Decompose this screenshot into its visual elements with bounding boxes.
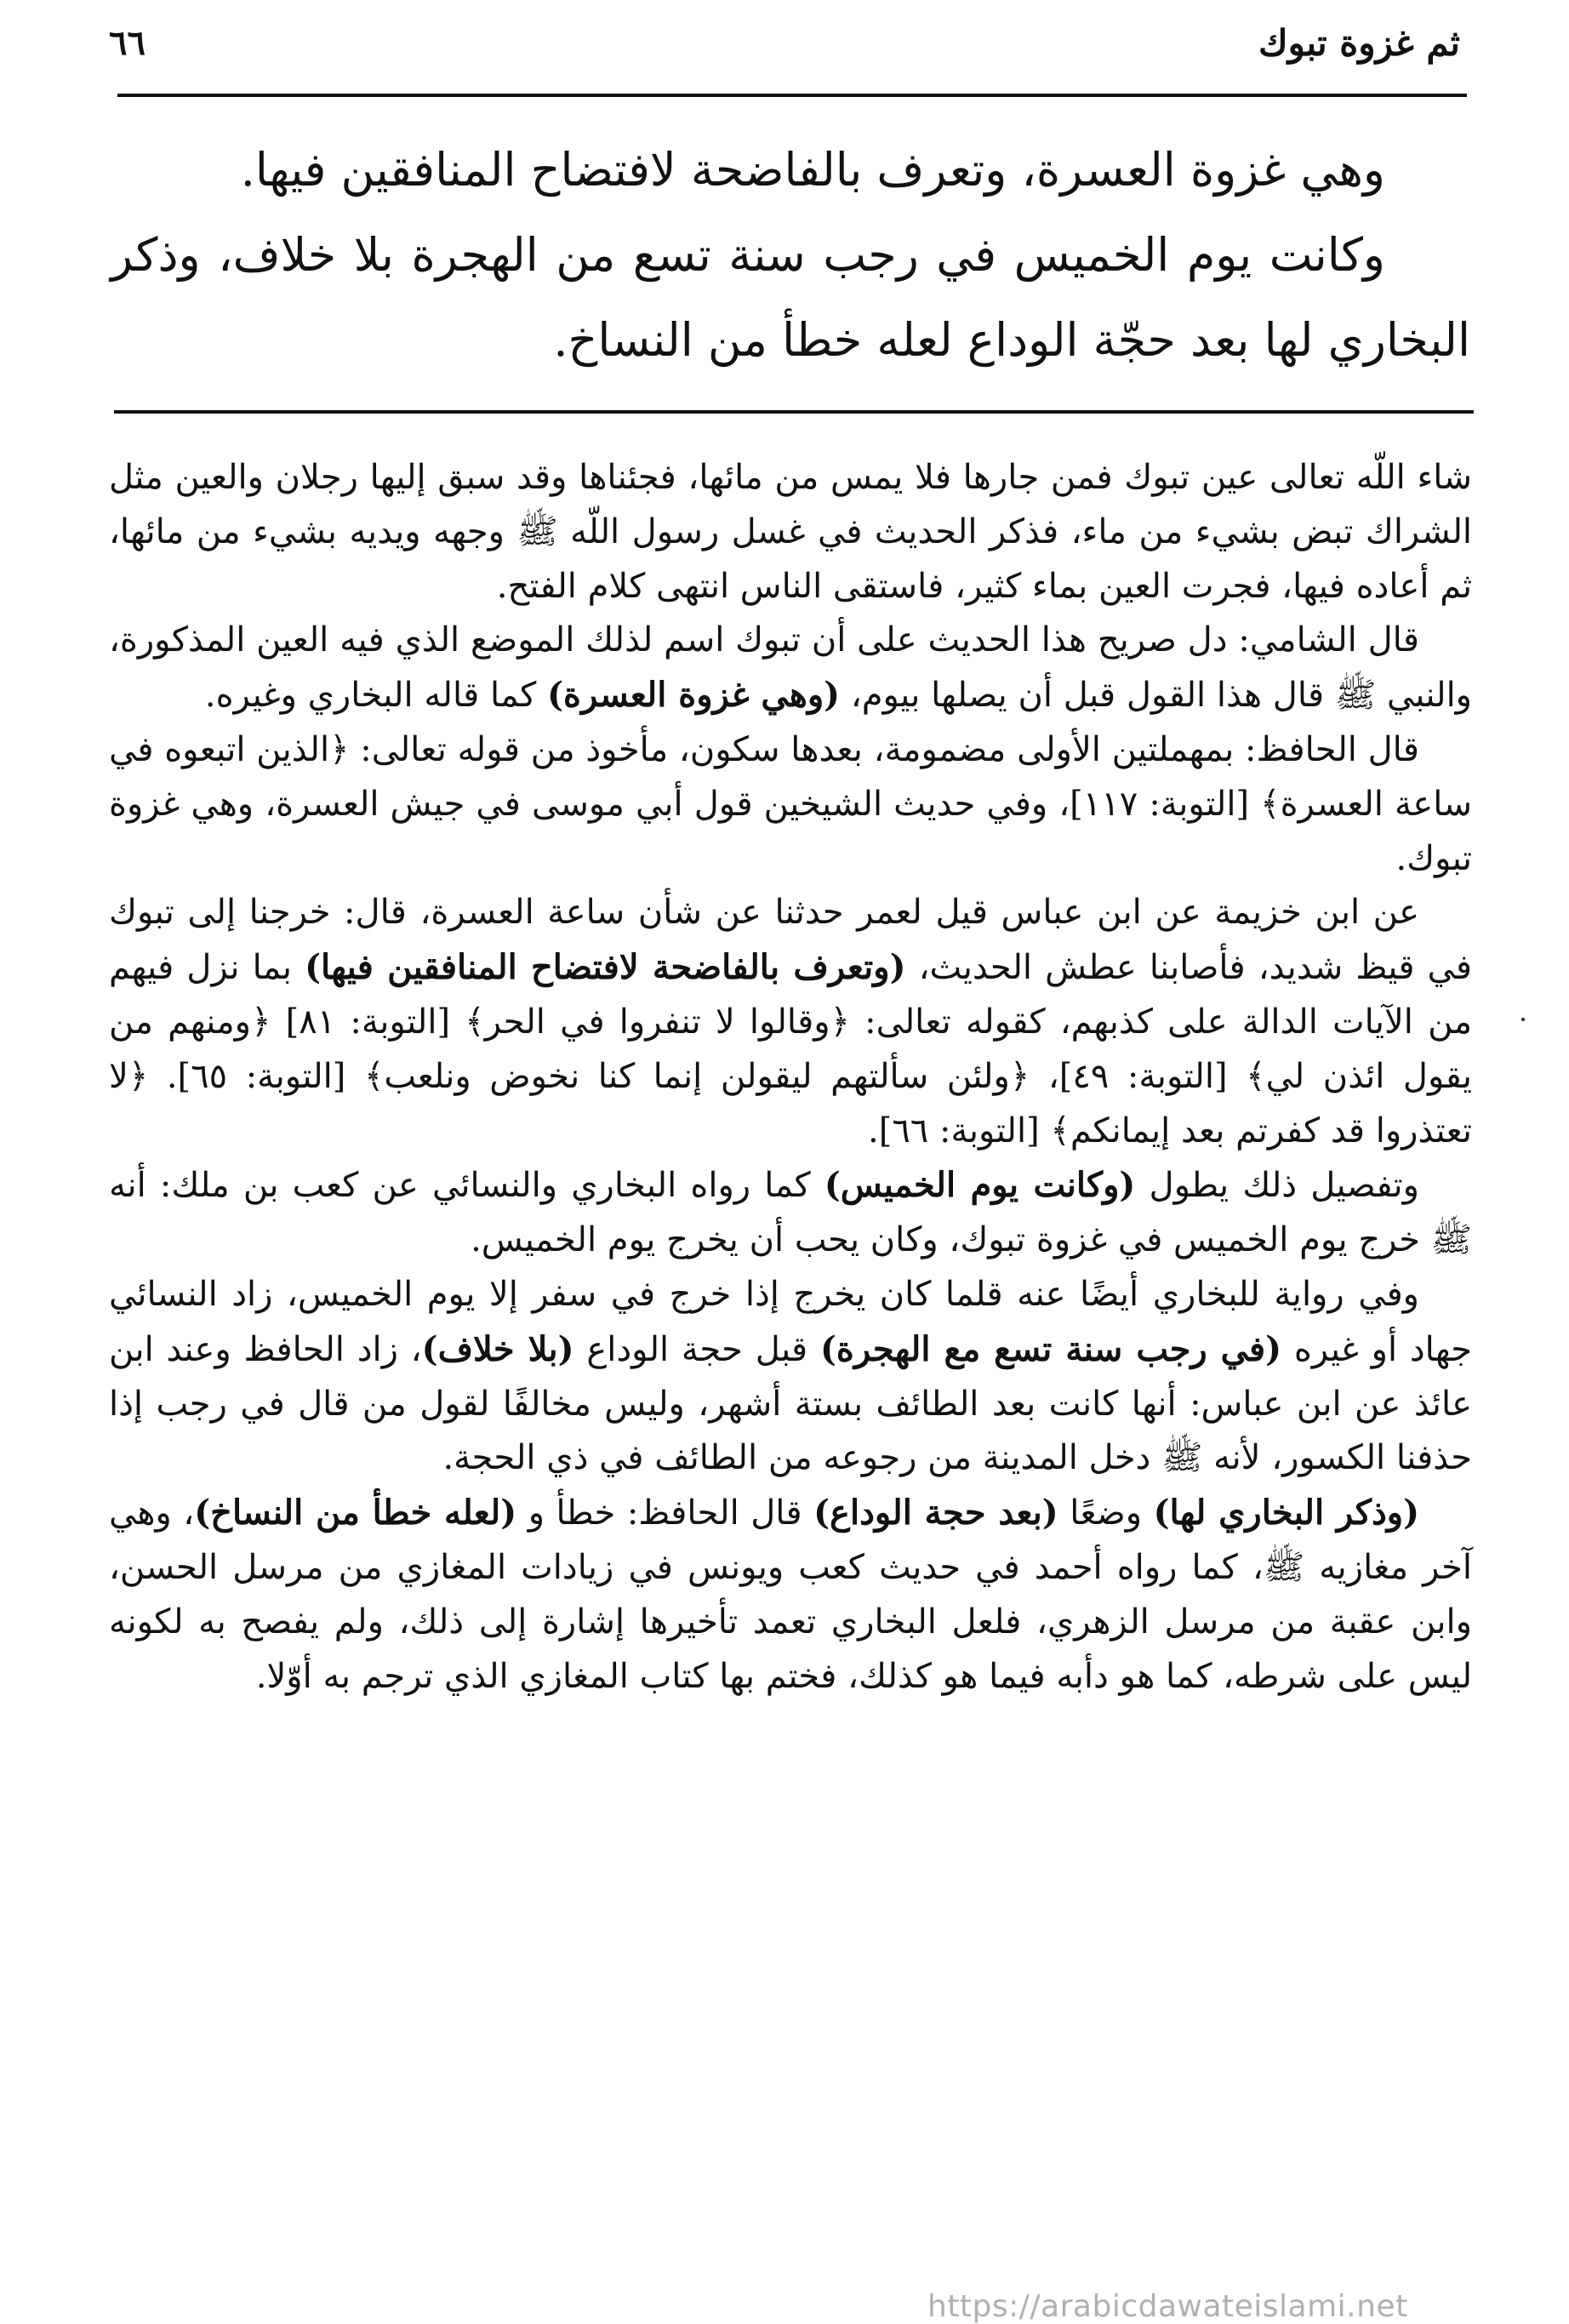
commentary-text-run: قال الشامي: دل صريح هذا الحديث على أن تبوك اسم لذلك الموضع الذي فيه العين المذكورة، والنبي ﷺ قال هذا القول قبل أن يصلها بيوم، (109, 620, 1472, 716)
commentary-text-run: قبل حجة الوداع (573, 1329, 820, 1369)
commentary-paragraph-7 (109, 1486, 1472, 1704)
quoted-main-text: (وهي غزوة العسرة) (547, 675, 841, 716)
commentary-paragraph-4 (109, 886, 1472, 1158)
header-rule (117, 94, 1467, 97)
quoted-main-text: (في رجب سنة تسع مع الهجرة) (819, 1328, 1282, 1369)
commentary-text-run: قال الحافظ: خطأ و (516, 1493, 814, 1533)
commentary-text-run: ، وهي آخر مغازيه ﷺ، كما رواه أحمد في حديث كعب ويونس في زيادات المغازي من مرسل الحسن، وابن عقبة من مرسل الزهري، فلعل البخاري تعمد تأخيرها إشارة إلى ذلك، ولم يفصح به لكونه ليس على شرطه، كما هو دأبه فيما هو كذلك، فختم بها كتاب المغازي الذي ترجم به أوّلا. (109, 1493, 1472, 1696)
commentary-text-run: وفي رواية للبخاري أيضًا عنه قلما كان يخرج إذا خرج في سفر إلا يوم الخميس، زاد النسائي جهاد أو غيره (109, 1274, 1473, 1369)
page-header (109, 5, 1460, 80)
commentary-text-run: كما قاله البخاري وغيره. (204, 676, 548, 716)
quoted-main-text: (وكانت يوم الخميس) (824, 1165, 1136, 1206)
quoted-main-text: (لعله خطأ من النساخ) (194, 1493, 517, 1533)
quoted-main-text: (وذكر البخاري لها) (1153, 1493, 1419, 1533)
commentary-paragraph-5 (109, 1158, 1472, 1268)
separator-rule (114, 410, 1474, 414)
commentary-text-run: وضعًا (1058, 1493, 1154, 1533)
quoted-main-text: (بلا خلاف) (421, 1328, 574, 1369)
main-text (111, 128, 1470, 383)
quoted-main-text: (بعد حجة الوداع) (813, 1493, 1058, 1533)
commentary-paragraph-6 (109, 1268, 1472, 1486)
commentary-text-run: وتفصيل ذلك يطول (1135, 1166, 1420, 1206)
commentary-text-run: ، زاد الحافظ وعند ابن عائذ عن ابن عباس: أنها كانت بعد الطائف بستة أشهر، وليس مخالفًا لقول من قال في رجب إذا حذفنا الكسور، لأنه ﷺ دخل المدينة من رجوعه من الطائف في ذي الحجة. (109, 1329, 1472, 1478)
commentary-text-run: عن ابن خزيمة عن ابن عباس قيل لعمر حدثنا عن شأن ساعة العسرة، قال: خرجنا إلى تبوك في قيظ شديد، فأصابنا عطش الحديث، (109, 893, 1472, 988)
commentary-text (109, 451, 1472, 1704)
page-number: ٦٦ (109, 22, 145, 63)
commentary-paragraph-1: شاء اللّه تعالى عين تبوك فمن جارها فلا يمس من مائها، فجئناها وقد سبق إليها رجلان والعين مثل الشراك تبض بشيء من ماء، فذكر الحديث في غسل رسول اللّه ﷺ وجهه ويديه بشيء من مائها، ثم أعاده فيها، فجرت العين بماء كثير، فاستقى الناس انتهى كلام الفتح. (109, 458, 1472, 606)
commentary-text-run: بما نزل فيهم من الآيات الدالة على كذبهم، كقوله تعالى: ﴿وقالوا لا تنفروا في الحر﴾ [التوبة: ٨١] ﴿ومنهم من يقول ائذن لي﴾ [التوبة: ٤٩]، ﴿ولئن سألتهم ليقولن إنما كنا نخوض ونلعب﴾ [التوبة: ٦٥]. ﴿لا تعتذروا قد كفرتم بعد إيمانكم﴾ [التوبة: ٦٦]. (109, 948, 1472, 1151)
running-title: ثم غزوة تبوك (1258, 21, 1460, 64)
commentary-paragraph-3: قال الحافظ: بمهملتين الأولى مضمومة، بعدها سكون، مأخوذ من قوله تعالى: ﴿الذين اتبعوه في ساعة العسرة﴾ [التوبة: ١١٧]، وفي حديث الشيخين قول أبي موسى في جيش العسرة، وهي غزوة تبوك. (109, 729, 1473, 878)
watermark-url: https://arabicdawateislami.net (927, 2289, 1408, 2324)
main-text-paragraph-2: وكانت يوم الخميس في رجب سنة تسع من الهجرة بلا خلاف، وذكر البخاري لها بعد حجّة الوداع لعله خطأ من النساخ. (111, 228, 1470, 367)
main-text-paragraph-1: وهي غزوة العسرة، وتعرف بالفاضحة لافتضاح المنافقين فيها. (240, 143, 1385, 197)
commentary-paragraph-2 (109, 614, 1472, 723)
scan-speck (1521, 1018, 1525, 1021)
commentary-text-run: كما رواه البخاري والنسائي عن كعب بن ملك: أنه ﷺ خرج يوم الخميس في غزوة تبوك، وكان يحب أن يخرج يوم الخميس. (109, 1166, 1472, 1260)
quoted-main-text: (وتعرف بالفاضحة لافتضاح المنافقين فيها) (305, 947, 906, 988)
